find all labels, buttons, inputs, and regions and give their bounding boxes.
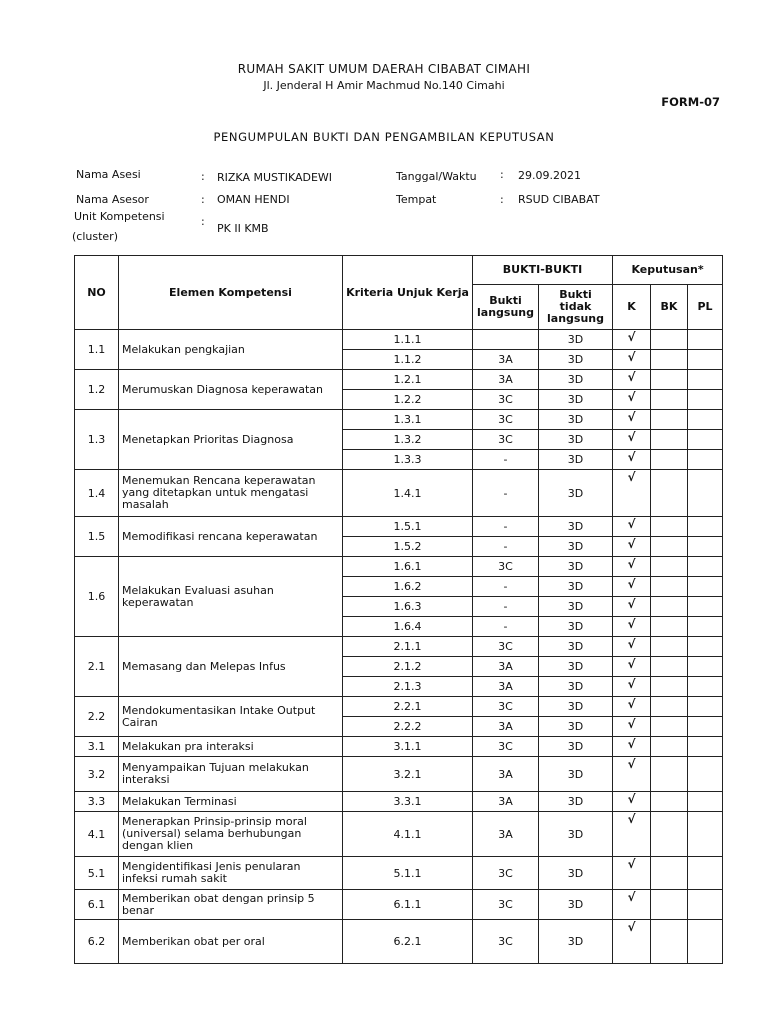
elemen-number: 2.1 [75,637,119,697]
bukti-tidak-langsung: 3D [539,470,613,517]
keputusan-bk [651,470,688,517]
bukti-tidak-langsung: 3D [539,557,613,577]
header-bukti-tidak-langsung: Bukti tidak langsung [539,285,613,330]
keputusan-pl [688,890,723,920]
keputusan-k-check: √ [613,410,651,430]
nama-asesor-label: Nama Asesor [76,193,149,206]
elemen-number: 1.1 [75,330,119,370]
bukti-langsung: 3C [473,697,539,717]
header-k: K [613,285,651,330]
colon: : [500,168,504,181]
keputusan-pl [688,812,723,857]
keputusan-k-check: √ [613,430,651,450]
keputusan-bk [651,410,688,430]
keputusan-k-check: √ [613,717,651,737]
keputusan-k-check: √ [613,857,651,890]
keputusan-bk [651,370,688,390]
elemen-number: 3.3 [75,792,119,812]
elemen-number: 1.3 [75,410,119,470]
bukti-langsung: 3A [473,677,539,697]
header-bukti-bukti: BUKTI-BUKTI [473,256,613,285]
bukti-langsung: 3A [473,370,539,390]
bukti-langsung: 3C [473,410,539,430]
form-code: FORM-07 [661,95,720,109]
bukti-langsung: - [473,617,539,637]
table-row [75,792,723,812]
keputusan-k-check: √ [613,677,651,697]
bukti-tidak-langsung: 3D [539,370,613,390]
kriteria-unjuk-kerja: 1.6.4 [343,617,473,637]
keputusan-k-check: √ [613,597,651,617]
elemen-number: 1.4 [75,470,119,517]
elemen-kompetensi: Menetapkan Prioritas Diagnosa [119,410,343,470]
table-row [75,637,723,657]
bukti-tidak-langsung: 3D [539,717,613,737]
tanggal-value: 29.09.2021 [518,169,581,182]
keputusan-bk [651,757,688,792]
kriteria-unjuk-kerja: 2.1.3 [343,677,473,697]
keputusan-k-check: √ [613,390,651,410]
elemen-number: 2.2 [75,697,119,737]
bukti-tidak-langsung: 3D [539,812,613,857]
keputusan-k-check: √ [613,470,651,517]
keputusan-k-check: √ [613,637,651,657]
keputusan-bk [651,890,688,920]
elemen-number: 3.1 [75,737,119,757]
table-row [75,812,723,857]
table-row [75,890,723,920]
elemen-kompetensi: Memasang dan Melepas Infus [119,637,343,697]
keputusan-pl [688,517,723,537]
kriteria-unjuk-kerja: 3.2.1 [343,757,473,792]
keputusan-k-check: √ [613,792,651,812]
tempat-value: RSUD CIBABAT [518,193,600,206]
keputusan-pl [688,470,723,517]
bukti-langsung: 3C [473,920,539,964]
table-row [75,557,723,577]
keputusan-pl [688,737,723,757]
keputusan-bk [651,657,688,677]
bukti-langsung: 3C [473,430,539,450]
bukti-tidak-langsung: 3D [539,430,613,450]
bukti-tidak-langsung: 3D [539,537,613,557]
kriteria-unjuk-kerja: 1.1.2 [343,350,473,370]
header-keputusan: Keputusan* [613,256,723,285]
kriteria-unjuk-kerja: 1.5.2 [343,537,473,557]
unit-kompetensi-value: PK II KMB [217,222,269,235]
bukti-langsung: 3A [473,657,539,677]
keputusan-pl [688,410,723,430]
bukti-langsung: 3C [473,890,539,920]
keputusan-pl [688,657,723,677]
keputusan-pl [688,697,723,717]
nama-asesor-value: OMAN HENDI [217,193,290,206]
keputusan-pl [688,450,723,470]
keputusan-k-check: √ [613,330,651,350]
bukti-langsung: 3C [473,637,539,657]
keputusan-bk [651,537,688,557]
header-no: NO [75,256,119,330]
keputusan-bk [651,450,688,470]
kriteria-unjuk-kerja: 1.4.1 [343,470,473,517]
kriteria-unjuk-kerja: 1.6.1 [343,557,473,577]
bukti-tidak-langsung: 3D [539,350,613,370]
keputusan-pl [688,597,723,617]
bukti-tidak-langsung: 3D [539,677,613,697]
tanggal-label: Tanggal/Waktu [396,170,477,183]
bukti-langsung: 3C [473,390,539,410]
keputusan-bk [651,717,688,737]
keputusan-bk [651,677,688,697]
table-row [75,370,723,390]
kriteria-unjuk-kerja: 1.6.3 [343,597,473,617]
elemen-number: 4.1 [75,812,119,857]
colon: : [500,193,504,206]
bukti-tidak-langsung: 3D [539,450,613,470]
table-row [75,857,723,890]
keputusan-pl [688,557,723,577]
keputusan-k-check: √ [613,757,651,792]
bukti-tidak-langsung: 3D [539,637,613,657]
elemen-kompetensi: Memberikan obat per oral [119,920,343,964]
bukti-langsung: - [473,597,539,617]
bukti-langsung: - [473,450,539,470]
keputusan-bk [651,597,688,617]
bukti-tidak-langsung: 3D [539,857,613,890]
keputusan-pl [688,677,723,697]
bukti-langsung: - [473,577,539,597]
keputusan-k-check: √ [613,890,651,920]
bukti-langsung: - [473,470,539,517]
bukti-tidak-langsung: 3D [539,890,613,920]
keputusan-bk [651,390,688,410]
kriteria-unjuk-kerja: 1.3.2 [343,430,473,450]
kriteria-unjuk-kerja: 6.1.1 [343,890,473,920]
kriteria-unjuk-kerja: 6.2.1 [343,920,473,964]
kriteria-unjuk-kerja: 3.1.1 [343,737,473,757]
bukti-langsung: 3C [473,737,539,757]
elemen-kompetensi: Mengidentifikasi Jenis penularan infeksi rumah sakit [119,857,343,890]
keputusan-k-check: √ [613,577,651,597]
keputusan-k-check: √ [613,537,651,557]
colon: : [201,193,205,206]
elemen-number: 6.1 [75,890,119,920]
header-pl: PL [688,285,723,330]
keputusan-pl [688,857,723,890]
keputusan-k-check: √ [613,450,651,470]
colon: : [201,215,205,228]
keputusan-pl [688,370,723,390]
keputusan-k-check: √ [613,657,651,677]
keputusan-pl [688,390,723,410]
bukti-tidak-langsung: 3D [539,697,613,717]
keputusan-bk [651,920,688,964]
unit-cluster-label: (cluster) [72,230,118,243]
elemen-number: 6.2 [75,920,119,964]
document-title: PENGUMPULAN BUKTI DAN PENGAMBILAN KEPUTUSAN [213,130,555,144]
elemen-kompetensi: Melakukan Evaluasi asuhan keperawatan [119,557,343,637]
kriteria-unjuk-kerja: 2.1.1 [343,637,473,657]
bukti-langsung: 3C [473,557,539,577]
elemen-kompetensi: Merumuskan Diagnosa keperawatan [119,370,343,410]
bukti-langsung: - [473,517,539,537]
bukti-langsung: 3A [473,757,539,792]
table-row [75,737,723,757]
bukti-langsung: 3A [473,350,539,370]
kriteria-unjuk-kerja: 4.1.1 [343,812,473,857]
kriteria-unjuk-kerja: 5.1.1 [343,857,473,890]
keputusan-pl [688,920,723,964]
kriteria-unjuk-kerja: 2.2.2 [343,717,473,737]
table-row [75,330,723,350]
keputusan-pl [688,350,723,370]
keputusan-pl [688,617,723,637]
kriteria-unjuk-kerja: 2.2.1 [343,697,473,717]
keputusan-k-check: √ [613,697,651,717]
keputusan-bk [651,637,688,657]
bukti-langsung: - [473,537,539,557]
bukti-tidak-langsung: 3D [539,920,613,964]
keputusan-pl [688,537,723,557]
keputusan-pl [688,577,723,597]
keputusan-bk [651,792,688,812]
keputusan-pl [688,430,723,450]
elemen-number: 3.2 [75,757,119,792]
keputusan-bk [651,617,688,637]
keputusan-pl [688,717,723,737]
bukti-tidak-langsung: 3D [539,517,613,537]
keputusan-bk [651,350,688,370]
elemen-kompetensi: Memberikan obat dengan prinsip 5 benar [119,890,343,920]
elemen-kompetensi: Memodifikasi rencana keperawatan [119,517,343,557]
keputusan-k-check: √ [613,370,651,390]
bukti-tidak-langsung: 3D [539,330,613,350]
keputusan-pl [688,792,723,812]
kriteria-unjuk-kerja: 1.3.3 [343,450,473,470]
elemen-number: 1.5 [75,517,119,557]
kriteria-unjuk-kerja: 3.3.1 [343,792,473,812]
nama-asesi-label: Nama Asesi [76,168,141,181]
tempat-label: Tempat [396,193,437,206]
kriteria-unjuk-kerja: 2.1.2 [343,657,473,677]
keputusan-k-check: √ [613,617,651,637]
keputusan-pl [688,330,723,350]
elemen-kompetensi: Melakukan pra interaksi [119,737,343,757]
keputusan-bk [651,557,688,577]
table-row [75,470,723,517]
table-row [75,517,723,537]
keputusan-pl [688,757,723,792]
bukti-langsung: 3A [473,812,539,857]
keputusan-k-check: √ [613,920,651,964]
bukti-tidak-langsung: 3D [539,792,613,812]
elemen-kompetensi: Melakukan pengkajian [119,330,343,370]
bukti-tidak-langsung: 3D [539,597,613,617]
keputusan-k-check: √ [613,557,651,577]
elemen-kompetensi: Menyampaikan Tujuan melakukan interaksi [119,757,343,792]
kriteria-unjuk-kerja: 1.6.2 [343,577,473,597]
nama-asesi-value: RIZKA MUSTIKADEWI [217,171,333,184]
elemen-number: 1.2 [75,370,119,410]
bukti-tidak-langsung: 3D [539,757,613,792]
keputusan-k-check: √ [613,350,651,370]
elemen-kompetensi: Mendokumentasikan Intake Output Cairan [119,697,343,737]
bukti-langsung: 3A [473,717,539,737]
keputusan-bk [651,430,688,450]
keputusan-bk [651,517,688,537]
table-row [75,920,723,964]
bukti-langsung [473,330,539,350]
header-bukti-langsung: Bukti langsung [473,285,539,330]
kriteria-unjuk-kerja: 1.3.1 [343,410,473,430]
kriteria-unjuk-kerja: 1.5.1 [343,517,473,537]
elemen-kompetensi: Menemukan Rencana keperawatan yang ditetapkan untuk mengatasi masalah [119,470,343,517]
assessment-table [74,255,723,964]
elemen-kompetensi: Menerapkan Prinsip-prinsip moral (universal) selama berhubungan dengan klien [119,812,343,857]
unit-kompetensi-label: Unit Kompetensi [74,210,165,223]
table-row [75,757,723,792]
keputusan-bk [651,812,688,857]
keputusan-bk [651,577,688,597]
bukti-tidak-langsung: 3D [539,617,613,637]
table-row [75,410,723,430]
colon: : [201,170,205,183]
keputusan-k-check: √ [613,737,651,757]
bukti-langsung: 3A [473,792,539,812]
kriteria-unjuk-kerja: 1.1.1 [343,330,473,350]
bukti-tidak-langsung: 3D [539,577,613,597]
elemen-number: 5.1 [75,857,119,890]
keputusan-bk [651,697,688,717]
kriteria-unjuk-kerja: 1.2.2 [343,390,473,410]
keputusan-bk [651,857,688,890]
bukti-tidak-langsung: 3D [539,657,613,677]
keputusan-bk [651,330,688,350]
bukti-langsung: 3C [473,857,539,890]
institution-name: RUMAH SAKIT UMUM DAERAH CIBABAT CIMAHI [237,62,531,76]
keputusan-pl [688,637,723,657]
header-bk: BK [651,285,688,330]
institution-address: Jl. Jenderal H Amir Machmud No.140 Cimahi [263,79,505,92]
keputusan-bk [651,737,688,757]
kriteria-unjuk-kerja: 1.2.1 [343,370,473,390]
header-kriteria-unjuk-kerja: Kriteria Unjuk Kerja [343,256,473,330]
bukti-tidak-langsung: 3D [539,410,613,430]
header-elemen-kompetensi: Elemen Kompetensi [119,256,343,330]
elemen-number: 1.6 [75,557,119,637]
table-row [75,697,723,717]
bukti-tidak-langsung: 3D [539,390,613,410]
elemen-kompetensi: Melakukan Terminasi [119,792,343,812]
bukti-tidak-langsung: 3D [539,737,613,757]
keputusan-k-check: √ [613,812,651,857]
keputusan-k-check: √ [613,517,651,537]
